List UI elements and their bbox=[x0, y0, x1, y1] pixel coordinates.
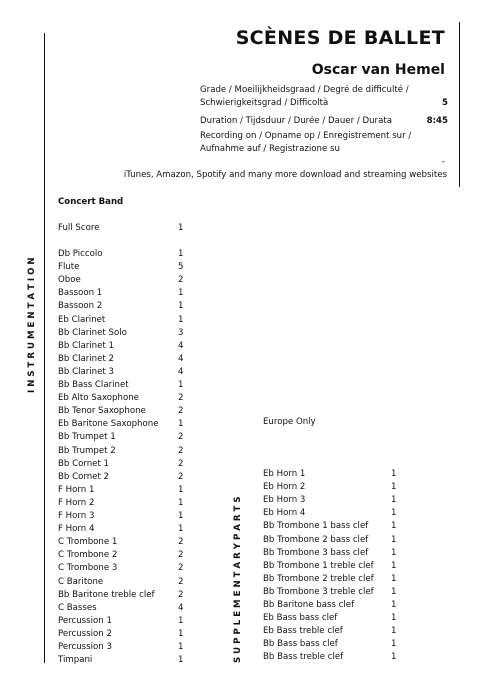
part-name: Bb Trombone 2 bass clef bbox=[263, 534, 369, 545]
part-quantity: 2 bbox=[178, 458, 184, 469]
part-quantity: 1 bbox=[391, 547, 397, 558]
part-quantity: 2 bbox=[178, 576, 184, 587]
part-name: F Horn 4 bbox=[58, 524, 95, 535]
part-quantity: 1 bbox=[391, 626, 397, 637]
part-name: C Trombone 1 bbox=[58, 537, 118, 548]
part-quantity: 1 bbox=[391, 521, 397, 532]
part-quantity: 1 bbox=[391, 560, 397, 571]
part-name: Bb Bass treble clef bbox=[263, 652, 344, 663]
part-quantity: 4 bbox=[178, 602, 184, 613]
part-quantity: 1 bbox=[391, 639, 397, 650]
part-name: Oboe bbox=[58, 275, 81, 286]
part-quantity: 1 bbox=[178, 524, 184, 535]
part-quantity: 4 bbox=[178, 353, 184, 364]
part-name: Eb Alto Saxophone bbox=[58, 393, 139, 404]
part-quantity: 2 bbox=[178, 406, 184, 417]
part-name: Bb Bass bass clef bbox=[263, 639, 338, 650]
part-name: Eb Horn 1 bbox=[263, 469, 306, 479]
part-name: Percussion 1 bbox=[58, 615, 112, 626]
part-quantity: 5 bbox=[178, 262, 184, 273]
part-quantity: 2 bbox=[178, 563, 184, 574]
part-name: Bb Clarinet 2 bbox=[58, 353, 114, 364]
part-name: F Horn 1 bbox=[58, 484, 95, 495]
part-quantity: 1 bbox=[391, 573, 397, 584]
part-quantity: 2 bbox=[178, 589, 184, 600]
part-name: F Horn 2 bbox=[58, 497, 95, 508]
part-quantity: 1 bbox=[178, 223, 184, 233]
left-rule bbox=[44, 33, 45, 663]
part-quantity: 1 bbox=[178, 249, 184, 259]
part-name: Eb Horn 2 bbox=[263, 482, 306, 493]
part-quantity: 2 bbox=[178, 275, 184, 286]
part-name: Bb Baritone bass clef bbox=[263, 600, 355, 610]
part-name: Flute bbox=[58, 262, 80, 273]
part-quantity: 1 bbox=[178, 628, 184, 639]
part-quantity: 1 bbox=[391, 495, 397, 506]
part-quantity: 1 bbox=[178, 301, 184, 312]
part-quantity: 2 bbox=[178, 537, 184, 548]
streaming-stores: iTunes, Amazon, Spotify and many more download and streaming websites bbox=[123, 170, 447, 180]
part-quantity: 2 bbox=[178, 471, 184, 482]
part-quantity: 1 bbox=[391, 600, 397, 610]
part-name: Bassoon 1 bbox=[58, 288, 103, 299]
part-name: Eb Bass treble clef bbox=[263, 626, 343, 637]
part-name: C Baritone bbox=[58, 576, 104, 587]
part-name: C Basses bbox=[58, 602, 97, 613]
part-name: Db Piccolo bbox=[58, 249, 103, 259]
part-name: Bb Bass Clarinet bbox=[58, 380, 129, 390]
part-quantity: 1 bbox=[178, 511, 184, 521]
part-name: Full Score bbox=[58, 223, 100, 233]
section-title: Concert Band bbox=[58, 197, 124, 207]
part-name: Percussion 2 bbox=[58, 628, 112, 639]
part-name: Bb Trombone 1 treble clef bbox=[263, 560, 374, 571]
part-quantity: 1 bbox=[178, 497, 184, 508]
part-quantity: 2 bbox=[178, 550, 184, 561]
part-name: Bb Cornet 2 bbox=[58, 471, 110, 482]
duration-label: Duration / Tijdsduur / Durée / Dauer / Durata bbox=[200, 116, 392, 126]
part-name: C Trombone 2 bbox=[58, 550, 118, 561]
recording-block bbox=[200, 130, 448, 156]
part-quantity: 1 bbox=[178, 380, 184, 390]
composer-name: Oscar van Hemel bbox=[311, 62, 445, 78]
part-name: Eb Baritone Saxophone bbox=[58, 419, 159, 430]
part-name: Bassoon 2 bbox=[58, 301, 103, 312]
part-quantity: 2 bbox=[178, 432, 184, 443]
part-quantity: 4 bbox=[178, 366, 184, 377]
part-name: Bb Clarinet 3 bbox=[58, 366, 114, 377]
duration-value: 8:45 bbox=[426, 116, 448, 126]
part-name: C Trombone 3 bbox=[58, 563, 118, 574]
part-name: F Horn 3 bbox=[58, 511, 95, 521]
part-name: Bb Cornet 1 bbox=[58, 458, 110, 469]
recording-dash: - bbox=[441, 157, 445, 167]
duration-block bbox=[200, 115, 448, 128]
part-name: Bb Trombone 3 treble clef bbox=[263, 586, 374, 597]
part-name: Bb Clarinet Solo bbox=[58, 327, 127, 338]
part-quantity: 1 bbox=[391, 508, 397, 519]
grade-label: Grade / Moeilijkheidsgraad / Degré de difficulté / Schwierigkeitsgrad / Difficoltà bbox=[200, 85, 409, 108]
full-score-row bbox=[58, 222, 188, 235]
part-name: Timpani bbox=[58, 655, 93, 666]
part-name: Bb Trumpet 2 bbox=[58, 445, 116, 456]
part-quantity: 1 bbox=[178, 484, 184, 495]
part-quantity: 1 bbox=[391, 482, 397, 493]
part-quantity: 1 bbox=[178, 615, 184, 626]
part-name: Bb Trombone 2 treble clef bbox=[263, 573, 374, 584]
page-title: SCÈNES DE BALLET bbox=[235, 27, 445, 49]
supplementary-side-label: S U P P L E M E N T A R Y P A R T S bbox=[233, 496, 243, 663]
part-name: Eb Clarinet bbox=[58, 314, 106, 325]
part-quantity: 1 bbox=[178, 642, 184, 652]
part-quantity: 1 bbox=[391, 586, 397, 597]
part-name: Bb Trombone 3 bass clef bbox=[263, 547, 369, 558]
note-text: Europe Only bbox=[263, 417, 316, 427]
part-quantity: 1 bbox=[391, 613, 397, 624]
part-quantity: 1 bbox=[178, 419, 184, 430]
part-quantity: 2 bbox=[178, 393, 184, 404]
right-rule bbox=[459, 22, 460, 187]
part-quantity: 1 bbox=[178, 314, 184, 325]
part-name: Eb Bass bass clef bbox=[263, 613, 338, 624]
part-name: Bb Trumpet 1 bbox=[58, 432, 116, 443]
recording-label: Recording on / Opname op / Enregistrement sur / Aufnahme auf / Registrazione su bbox=[200, 131, 412, 154]
part-quantity: 1 bbox=[391, 469, 397, 479]
grade-block bbox=[200, 84, 448, 110]
part-quantity: 1 bbox=[391, 652, 397, 663]
part-name: Bb Clarinet 1 bbox=[58, 340, 114, 351]
part-name: Eb Horn 4 bbox=[263, 508, 306, 519]
grade-value: 5 bbox=[442, 98, 448, 108]
instrumentation-side-label: I N S T R U M E N T A T I O N bbox=[27, 257, 37, 393]
part-name: Bb Tenor Saxophone bbox=[58, 406, 146, 417]
part-quantity: 1 bbox=[178, 288, 184, 299]
part-quantity: 1 bbox=[178, 655, 184, 666]
part-quantity: 3 bbox=[178, 327, 184, 338]
part-quantity: 1 bbox=[391, 534, 397, 545]
part-name: Bb Trombone 1 bass clef bbox=[263, 521, 369, 532]
part-name: Bb Baritone treble clef bbox=[58, 589, 155, 600]
part-quantity: 4 bbox=[178, 340, 184, 351]
part-name: Eb Horn 3 bbox=[263, 495, 306, 506]
part-quantity: 2 bbox=[178, 445, 184, 456]
part-name: Percussion 3 bbox=[58, 642, 112, 652]
